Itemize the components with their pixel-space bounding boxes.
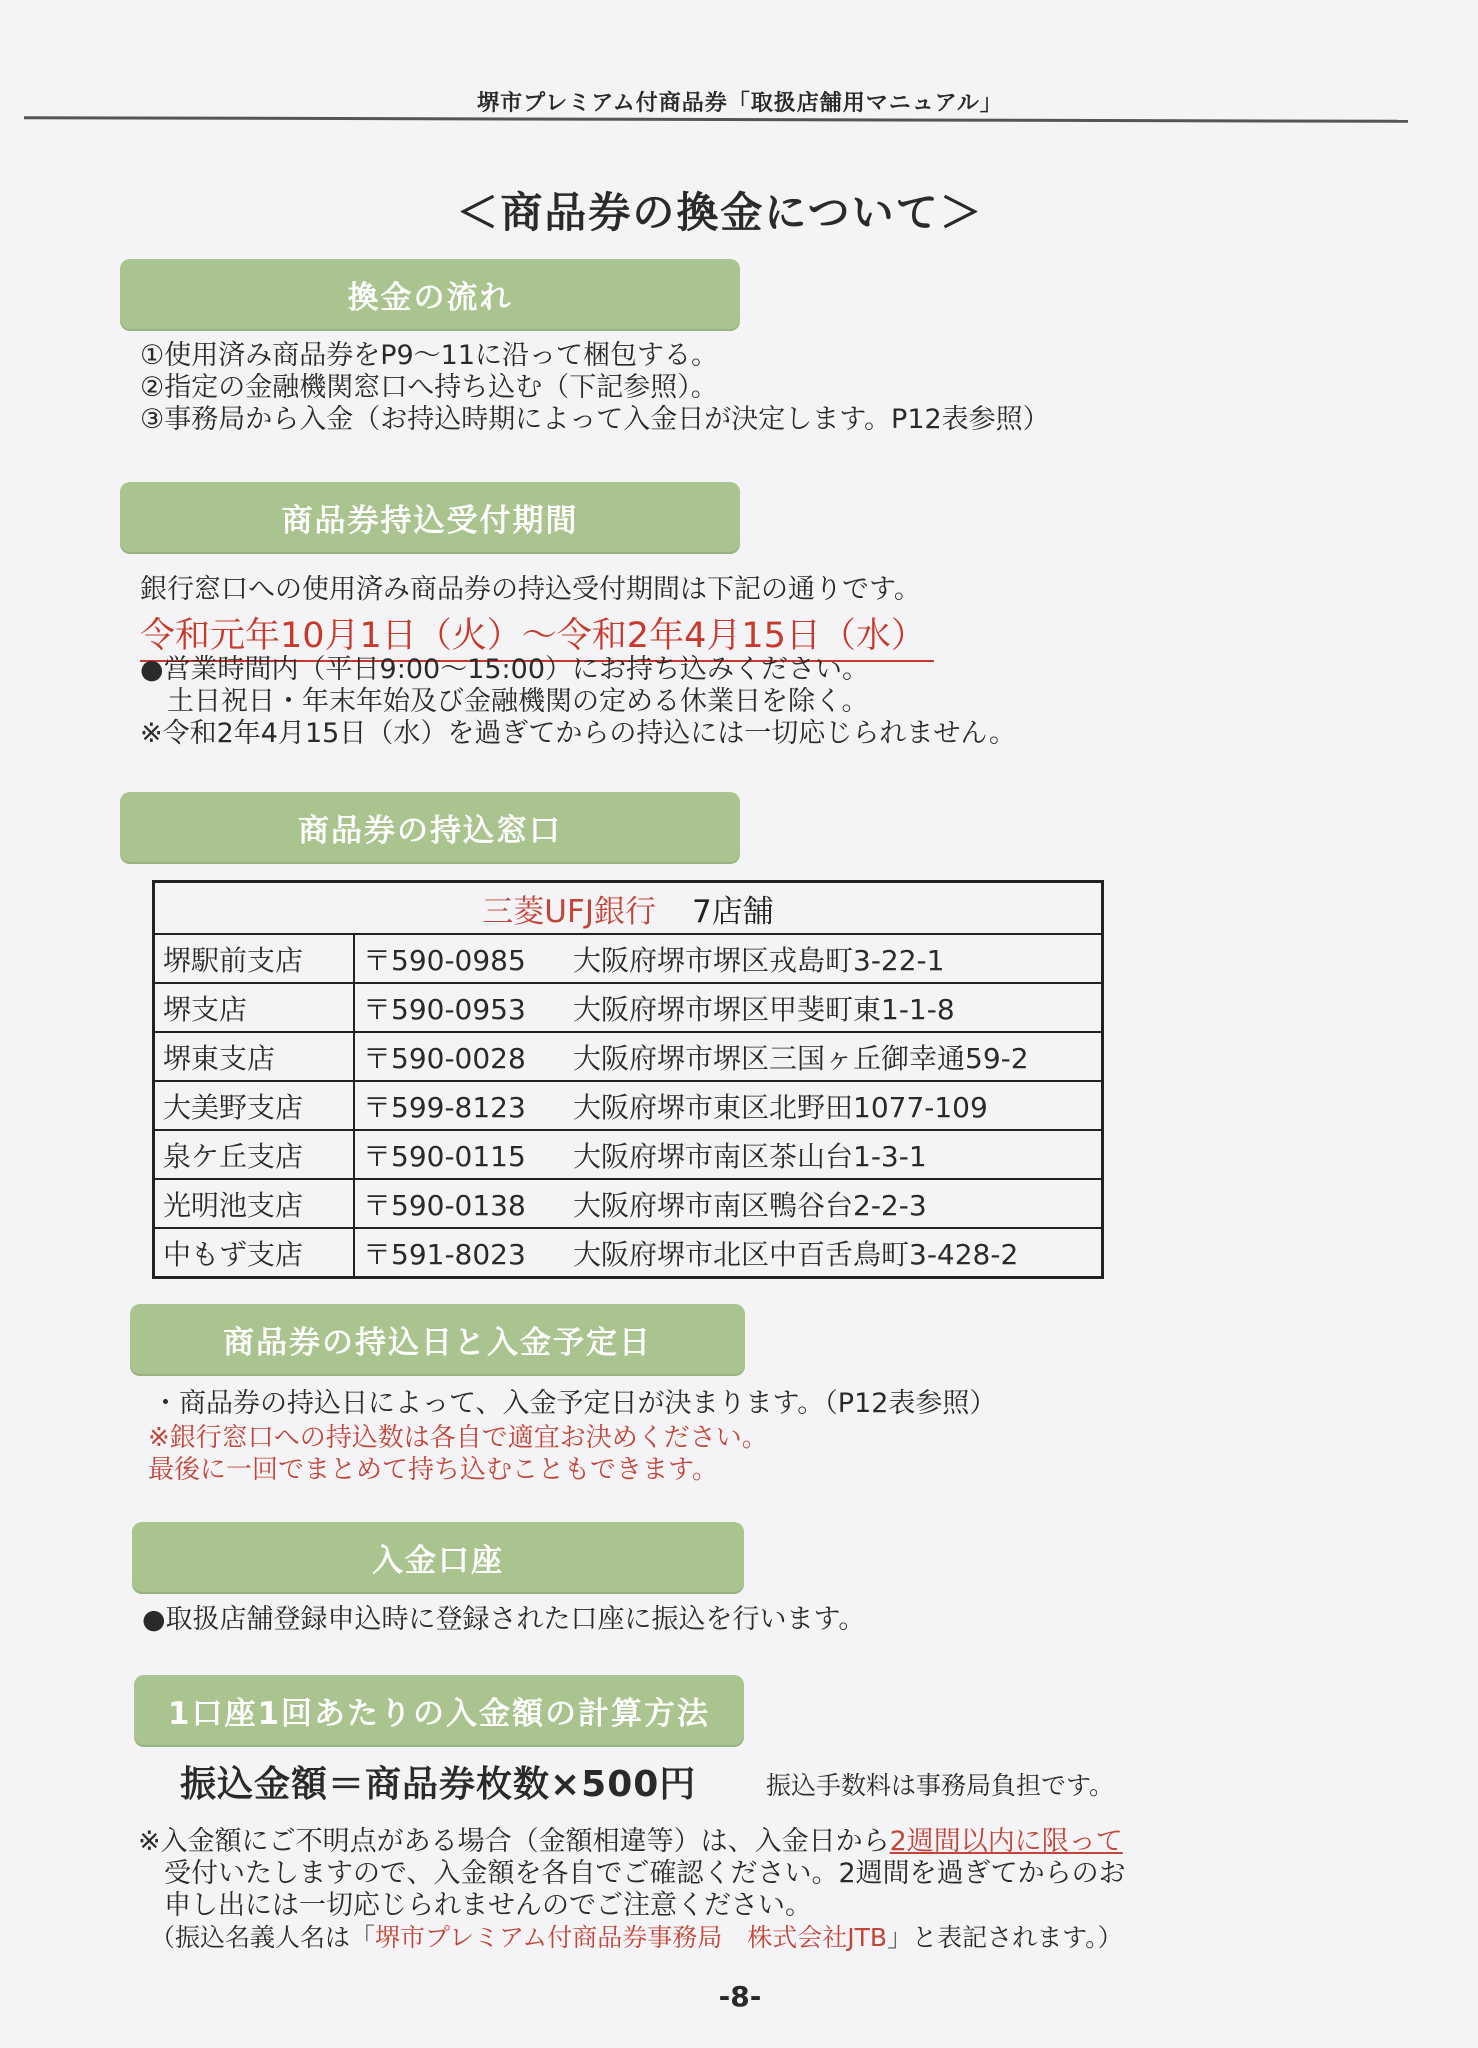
branch-name: 泉ケ丘支店 (154, 1130, 355, 1179)
branch-address-cell (354, 1081, 1103, 1130)
table-row (154, 983, 1103, 1032)
branch-name: 中もず支店 (154, 1228, 355, 1278)
branch-table-header (154, 882, 1103, 935)
branch-name: 大美野支店 (154, 1081, 355, 1130)
branch-count: 7店舗 (691, 893, 774, 930)
section-heading-period: 商品券持込受付期間 (120, 482, 740, 552)
account-line: ●取扱店舗登録申込時に登録された口座に振込を行います。 (142, 1604, 866, 1635)
flow-step-2: ②指定の金融機関窓口へ持ち込む（下記参照）。 (140, 372, 718, 403)
table-row (154, 934, 1103, 983)
branch-name: 堺東支店 (154, 1032, 355, 1081)
section-heading-account: 入金口座 (132, 1522, 744, 1592)
flow-step-1: ①使用済み商品券をP9～11に沿って梱包する。 (140, 340, 719, 371)
branch-postal: 〒591-8023 (363, 1237, 526, 1271)
branch-address: 大阪府堺市堺区戎島町3-22-1 (573, 943, 945, 977)
table-row (154, 1179, 1103, 1228)
branch-address: 大阪府堺市堺区甲斐町東1-1-8 (573, 992, 955, 1026)
branch-postal: 〒590-0115 (363, 1139, 526, 1173)
period-intro: 銀行窓口への使用済み商品券の持込受付期間は下記の通りです。 (140, 574, 921, 605)
deposit-date-line: ・商品券の持込日によって、入金予定日が決まります。（P12表参照） (152, 1388, 997, 1419)
branch-address: 大阪府堺市北区中百舌鳥町3-428-2 (573, 1237, 1019, 1271)
running-header: 堺市プレミアム付商品券「取扱店舗用マニュアル」 (477, 91, 1003, 116)
section-heading-deposit-date: 商品券の持込日と入金予定日 (130, 1304, 745, 1374)
inquiry-note-2: 受付いたしますので、入金額を各自でご確認ください。2週間を過ぎてからのお (164, 1858, 1126, 1889)
table-row (154, 1228, 1103, 1278)
branch-address: 大阪府堺市東区北野田1077-109 (573, 1090, 988, 1124)
payer-name-note (150, 1922, 1123, 1954)
branch-name: 堺支店 (154, 983, 355, 1032)
branch-postal: 〒590-0953 (363, 992, 526, 1026)
branch-table (152, 880, 1104, 1279)
branch-address-cell (354, 1032, 1103, 1081)
page-title: ＜商品券の換金について＞ (456, 188, 984, 237)
deposit-date-note: ※銀行窓口への持込数は各自で適宜お決めください。 (148, 1423, 768, 1453)
branch-postal: 〒599-8123 (363, 1090, 526, 1124)
page-number: -8- (718, 1980, 762, 2013)
branch-address-cell (354, 1179, 1103, 1228)
section-heading-window: 商品券の持込窓口 (120, 792, 740, 862)
payment-formula: 振込金額＝商品券枚数×500円 (180, 1764, 697, 1805)
period-note-holidays: 土日祝日・年末年始及び金融機関の定める休業日を除く。 (140, 686, 869, 717)
period-note-hours: ●営業時間内（平日9:00～15:00）にお持ち込みください。 (140, 654, 869, 685)
period-note-deadline: ※令和2年4月15日（水）を過ぎてからの持込には一切応じられません。 (140, 718, 1016, 749)
table-row (154, 1032, 1103, 1081)
branch-postal: 〒590-0028 (363, 1041, 526, 1075)
branch-name: 堺駅前支店 (154, 934, 355, 983)
branch-address-cell (354, 1130, 1103, 1179)
table-row (154, 1081, 1103, 1130)
branch-address-cell (354, 1228, 1103, 1278)
branch-address: 大阪府堺市堺区三国ヶ丘御幸通59-2 (573, 1041, 1029, 1075)
branch-address-cell (354, 983, 1103, 1032)
inquiry-note (138, 1826, 1123, 1858)
section-heading-calc: 1口座1回あたりの入金額の計算方法 (134, 1675, 744, 1745)
inquiry-note-text: ※入金額にご不明点がある場合（金額相違等）は、入金日から (138, 1826, 890, 1857)
branch-name: 光明池支店 (154, 1179, 355, 1228)
payer-note-suffix: 」と表記されます。） (887, 1923, 1123, 1952)
inquiry-note-3: 申し出には一切応じられませんのでご注意ください。 (164, 1890, 812, 1921)
branch-address-cell (354, 934, 1103, 983)
section-heading-flow: 換金の流れ (120, 259, 740, 329)
header-rule (24, 116, 1408, 123)
table-row (154, 1130, 1103, 1179)
inquiry-deadline: 2週間以内に限って (889, 1826, 1123, 1857)
fee-note: 振込手数料は事務局負担です。 (766, 1771, 1115, 1800)
bank-name: 三菱UFJ銀行 (482, 893, 656, 930)
branch-postal: 〒590-0138 (363, 1188, 526, 1222)
branch-address: 大阪府堺市南区鴨谷台2-2-3 (573, 1188, 927, 1222)
deposit-date-note-2: 最後に一回でまとめて持ち込むこともできます。 (148, 1455, 718, 1485)
payer-note-prefix: （振込名義人名は「 (150, 1923, 376, 1952)
payer-name: 堺市プレミアム付商品券事務局 株式会社JTB (375, 1923, 888, 1952)
branch-address: 大阪府堺市南区茶山台1-3-1 (573, 1139, 927, 1173)
period-range: 令和元年10月1日（火）～令和2年4月15日（水） (140, 608, 934, 662)
flow-step-3: ③事務局から入金（お持込時期によって入金日が決定します。P12表参照） (140, 404, 1050, 435)
branch-postal: 〒590-0985 (363, 943, 526, 977)
